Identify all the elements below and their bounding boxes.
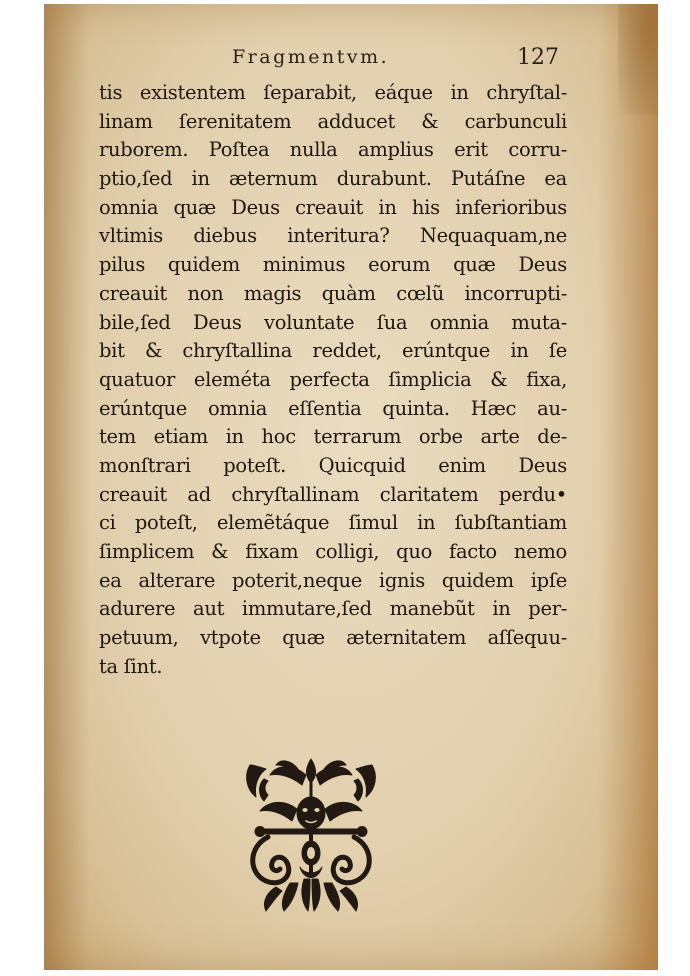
text-line: adurere aut immutare,ſed manebũt in per- <box>99 597 567 621</box>
text-line: tem etiam in hoc terrarum orbe arte de- <box>99 425 567 449</box>
text-line: ea alterare poterit,neque ignis quidem ipſe <box>99 568 567 592</box>
text-line: ſimplicem & fixam colligi, quo facto nemo <box>99 540 567 563</box>
text-line: linam ſerenitatem adducet & carbunculi <box>99 109 567 133</box>
page-stain <box>618 4 658 114</box>
text-line: erúntque omnia eſſentia quinta. Hæc au- <box>99 396 567 420</box>
text-line: quatuor eleméta perfecta ſimplicia & fixa, <box>99 367 567 391</box>
text-line: pilus quidem minimus eorum quæ Deus <box>99 253 567 277</box>
text-line: creauit non magis quàm cœlũ incorrupti- <box>99 281 567 305</box>
text-line: bile,ſed Deus voluntate ſua omnia muta- <box>99 310 567 334</box>
text-line: ruborem. Poſtea nulla amplius erit corru- <box>99 138 567 162</box>
text-line: bit & chryſtallina reddet, erúntque in ſe <box>99 339 567 363</box>
text-line: tis existentem ſeparabit, eáque in chryſtal- <box>99 81 567 104</box>
page-number: 127 <box>517 45 559 70</box>
text-line: ci poteſt, elemẽtáque ſimul in ſubſtantiam <box>99 511 567 535</box>
text-line: vltimis diebus interitura? Nequaquam,ne <box>99 224 567 248</box>
text-line: monſtrari poteſt. Quicquid enim Deus <box>99 453 567 477</box>
text-line: omnia quæ Deus creauit in his inferioribus <box>99 195 567 219</box>
text-line: creauit ad chryſtallinam claritatem perdu• <box>99 482 567 506</box>
text-line: ptio,ſed in æternum durabunt. Putáſne ea <box>99 167 567 191</box>
text-line: petuum, vtpote quæ æternitatem aſſequu- <box>99 626 567 650</box>
text-line: ta ſint. <box>99 654 163 678</box>
running-head: Fragmentvm. <box>232 46 390 68</box>
body-text <box>99 79 567 681</box>
floral-grotesque-mask-ornament-icon <box>240 755 382 915</box>
